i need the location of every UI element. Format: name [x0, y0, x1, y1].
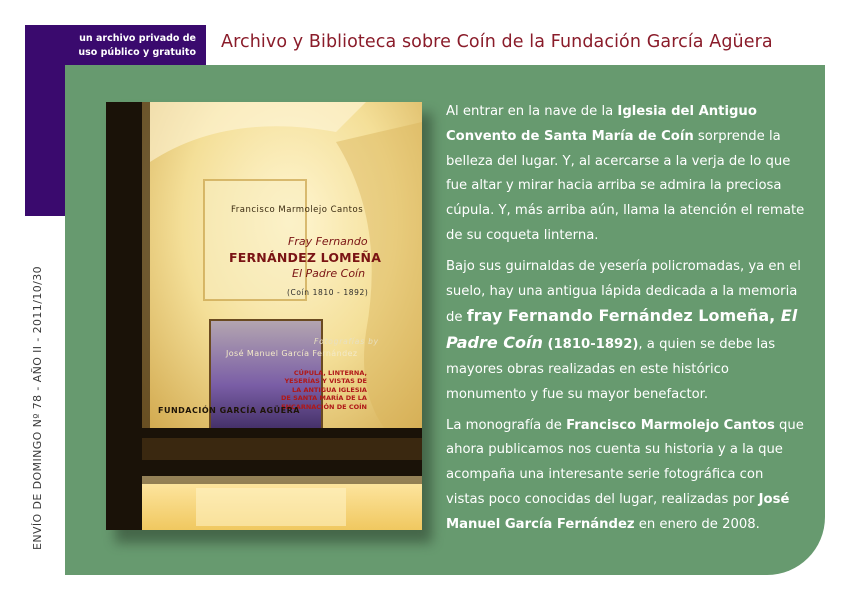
book-title-line-3: El Padre Coín	[292, 267, 366, 280]
book-title-line-2: FERNÁNDEZ LOMEÑA	[229, 250, 382, 265]
book-description	[281, 369, 367, 411]
book-dates: (Coín 1810 - 1892)	[287, 288, 369, 297]
article-paragraph-2	[446, 255, 806, 408]
text-run: sorprende la belleza del lugar. Y, al acercarse a la verja de lo que fue altar y mirar hacia arriba se admira la preciosa cúpula. Y, más arriba aún, llama la atención el remate de su coqueta linterna.	[446, 128, 805, 243]
author-name: Francisco Marmolejo Cantos	[566, 417, 775, 433]
article-paragraph-1	[446, 100, 806, 249]
tagline-line-1: un archivo privado de	[79, 33, 196, 44]
photographer-name: José Manuel García Fernández	[446, 491, 790, 532]
tagline-line-2: uso público y gratuito	[78, 47, 196, 58]
book-cover	[106, 102, 422, 530]
friar-nickname: El Padre Coín	[446, 306, 798, 353]
book-title-line-1: Fray Fernando	[288, 235, 368, 248]
text-run: Al entrar en la nave de la	[446, 104, 618, 119]
text-run: La monografía de	[446, 417, 567, 433]
text-run: en enero de 2008.	[634, 516, 760, 532]
book-photos-label: Fotografías by	[314, 337, 379, 346]
book-description-line: ENCARNACIÓN DE COÍN	[281, 402, 367, 411]
site-title: Archivo y Biblioteca sobre Coín de la Fundación García Agüera	[221, 32, 773, 52]
tagline-box	[65, 25, 206, 65]
text-run: que ahora publicamos nos cuenta su historia y a la que acompaña una interesante serie fotográfica con vistas poco conocidas del lugar, realizadas por	[446, 417, 804, 507]
purple-accent-bar	[25, 25, 65, 216]
article-text	[446, 100, 806, 544]
book-photographer: José Manuel García Fernández	[226, 349, 358, 358]
friar-name: fray Fernando Fernández Lomeña,	[466, 306, 781, 326]
book-description-line: YESERÍAS Y VISTAS DE	[284, 377, 367, 386]
article-paragraph-3	[446, 414, 806, 538]
book-author: Francisco Marmolejo Cantos	[231, 205, 364, 215]
book-description-line: DE SANTA MARÍA DE LA	[281, 394, 367, 403]
issue-label: ENVÍO DE DOMINGO Nº 78 - AÑO II - 2011/10/30	[31, 265, 44, 550]
church-name: Iglesia del Antiguo Convento de Santa María de Coín	[446, 104, 757, 144]
book-description-line: CÚPULA, LINTERNA,	[293, 369, 367, 377]
text-run: Bajo sus guirnaldas de yesería policromadas, ya en el suelo, hay una antigua lápida dedicada a la memoria de	[446, 258, 801, 326]
book-publisher: FUNDACIÓN GARCÍA AGÜERA	[158, 406, 300, 415]
friar-dates: (1810-1892)	[542, 337, 639, 353]
text-run: , a quien se debe las mayores obras realizadas en este histórico monumento y fue su mayor benefactor.	[446, 337, 776, 402]
book-description-line: LA ANTIGUA IGLESIA	[292, 385, 367, 394]
book-cover-photo	[106, 102, 422, 530]
